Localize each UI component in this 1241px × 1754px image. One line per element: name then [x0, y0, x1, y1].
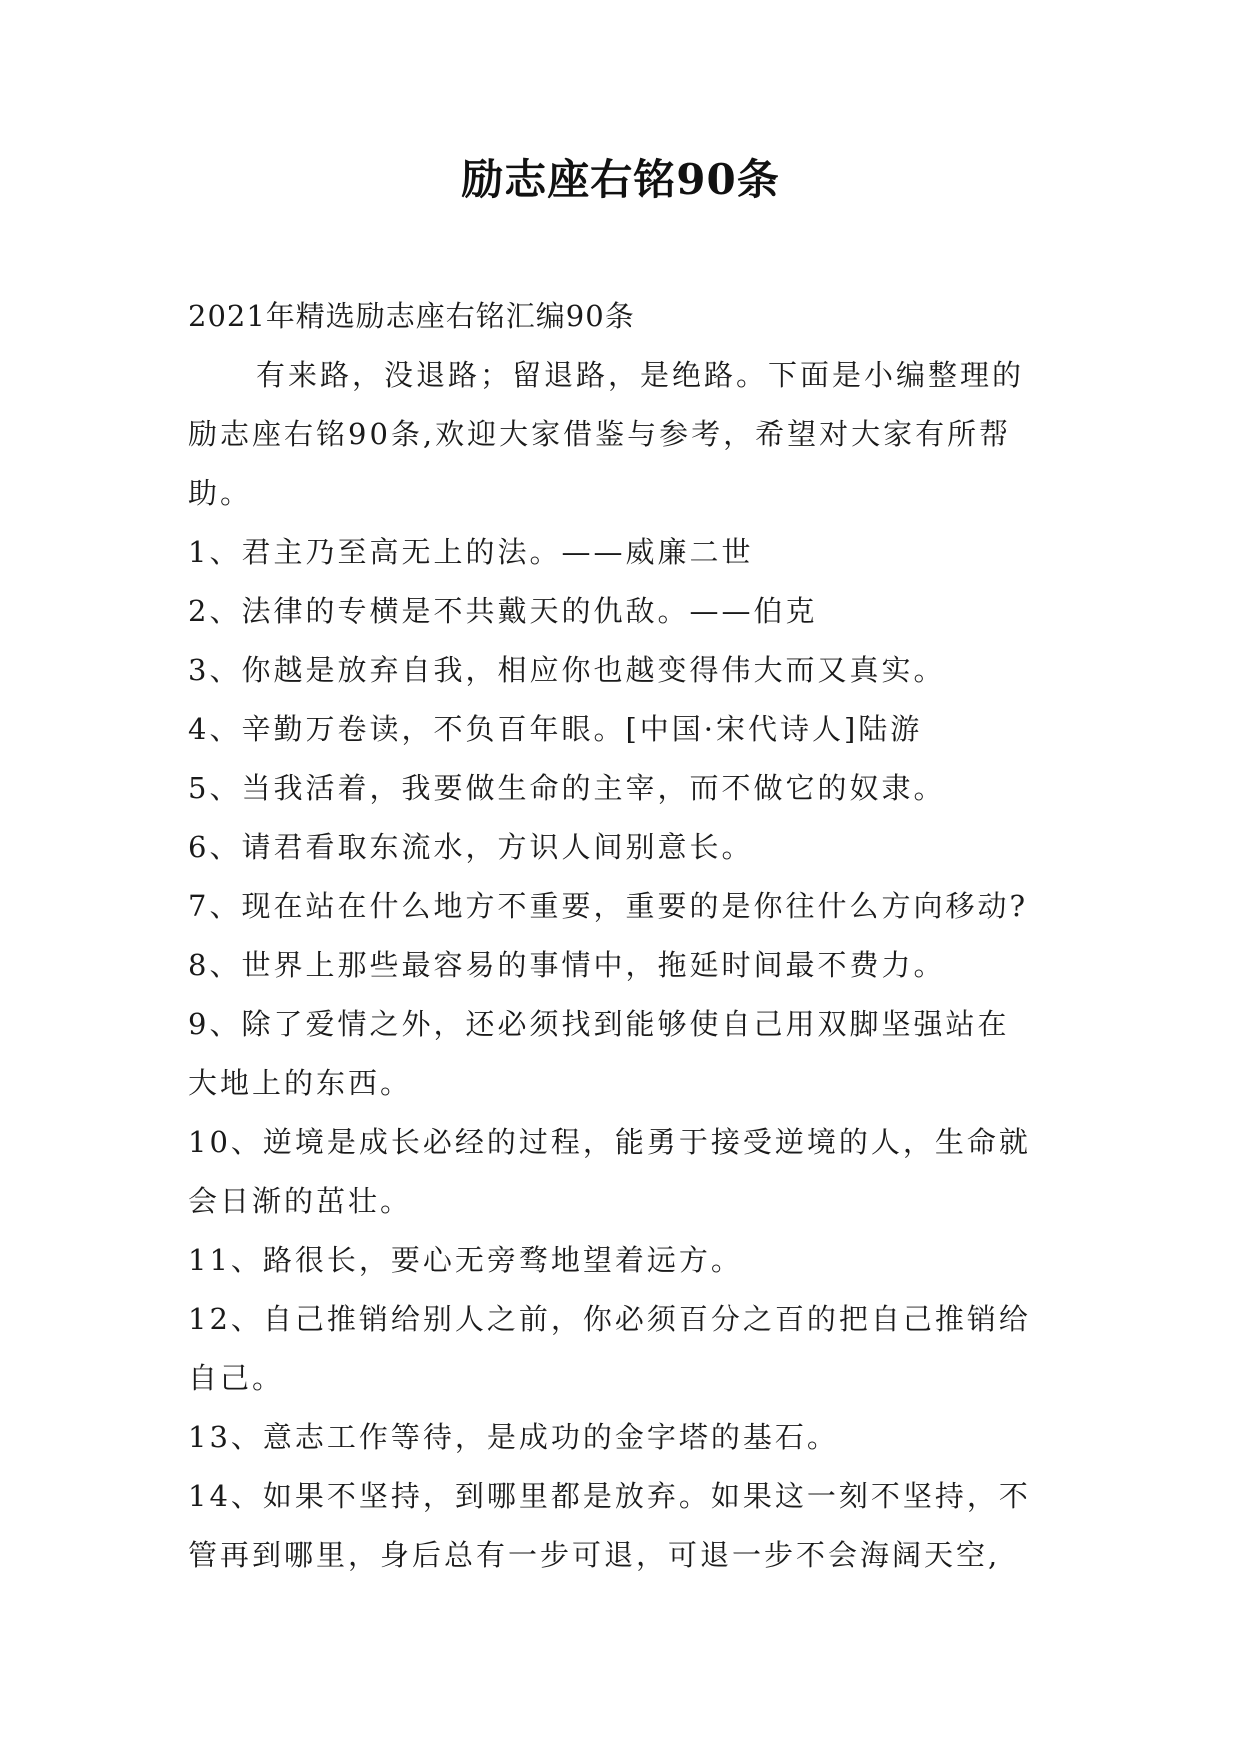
intro-paragraph [188, 346, 1068, 523]
motto-line: 11、路很长，要心无旁骛地望着远方。 [188, 1243, 743, 1277]
motto-line-continued: 会日渐的茁壮。 [188, 1184, 413, 1218]
motto-line: 8、世界上那些最容易的事情中，拖延时间最不费力。 [188, 948, 946, 982]
motto-item [188, 818, 1068, 877]
motto-line: 14、如果不坚持，到哪里都是放弃。如果这一刻不坚持，不 [188, 1479, 1031, 1513]
motto-item [188, 759, 1068, 818]
motto-item [188, 995, 1068, 1113]
motto-item [188, 1408, 1068, 1467]
motto-item [188, 1113, 1068, 1231]
document-body [188, 287, 1068, 1585]
motto-item [188, 1231, 1068, 1290]
motto-line: 7、现在站在什么地方不重要，重要的是你往什么方向移动? [188, 889, 1028, 923]
motto-item [188, 877, 1068, 936]
motto-line-continued: 大地上的东西。 [188, 1066, 413, 1100]
motto-item [188, 523, 1068, 582]
motto-line: 1、君主乃至高无上的法。——威廉二世 [188, 535, 754, 569]
motto-item [188, 700, 1068, 759]
document-subtitle: 2021年精选励志座右铭汇编90条 [188, 299, 635, 333]
motto-line: 6、请君看取东流水，方识人间别意长。 [188, 830, 754, 864]
motto-item [188, 582, 1068, 641]
motto-item [188, 641, 1068, 700]
motto-line: 5、当我活着，我要做生命的主宰，而不做它的奴隶。 [188, 771, 946, 805]
motto-line-continued: 管再到哪里，身后总有一步可退，可退一步不会海阔天空, [188, 1538, 1001, 1572]
motto-line: 10、逆境是成长必经的过程，能勇于接受逆境的人，生命就 [188, 1125, 1031, 1159]
intro-line: 有来路，没退路；留退路，是绝路。下面是小编整理的 [256, 358, 1025, 392]
document-title: 励志座右铭90条 [461, 155, 780, 204]
motto-item [188, 1290, 1068, 1408]
motto-line: 13、意志工作等待，是成功的金字塔的基石。 [188, 1420, 839, 1454]
motto-item [188, 1467, 1068, 1585]
motto-list [188, 523, 1068, 1585]
motto-item [188, 936, 1068, 995]
motto-line: 9、除了爱情之外，还必须找到能够使自己用双脚坚强站在 [188, 1007, 1010, 1041]
motto-line-continued: 自己。 [188, 1361, 285, 1395]
intro-line: 励志座右铭90条,欢迎大家借鉴与参考，希望对大家有所帮 [188, 417, 1012, 451]
motto-line: 2、法律的专横是不共戴天的仇敌。——伯克 [188, 594, 818, 628]
intro-line: 助。 [188, 476, 253, 510]
motto-line: 12、自己推销给别人之前，你必须百分之百的把自己推销给 [188, 1302, 1031, 1336]
motto-line: 3、你越是放弃自我，相应你也越变得伟大而又真实。 [188, 653, 946, 687]
motto-line: 4、辛勤万卷读，不负百年眼。[中国·宋代诗人]陆游 [188, 712, 923, 746]
